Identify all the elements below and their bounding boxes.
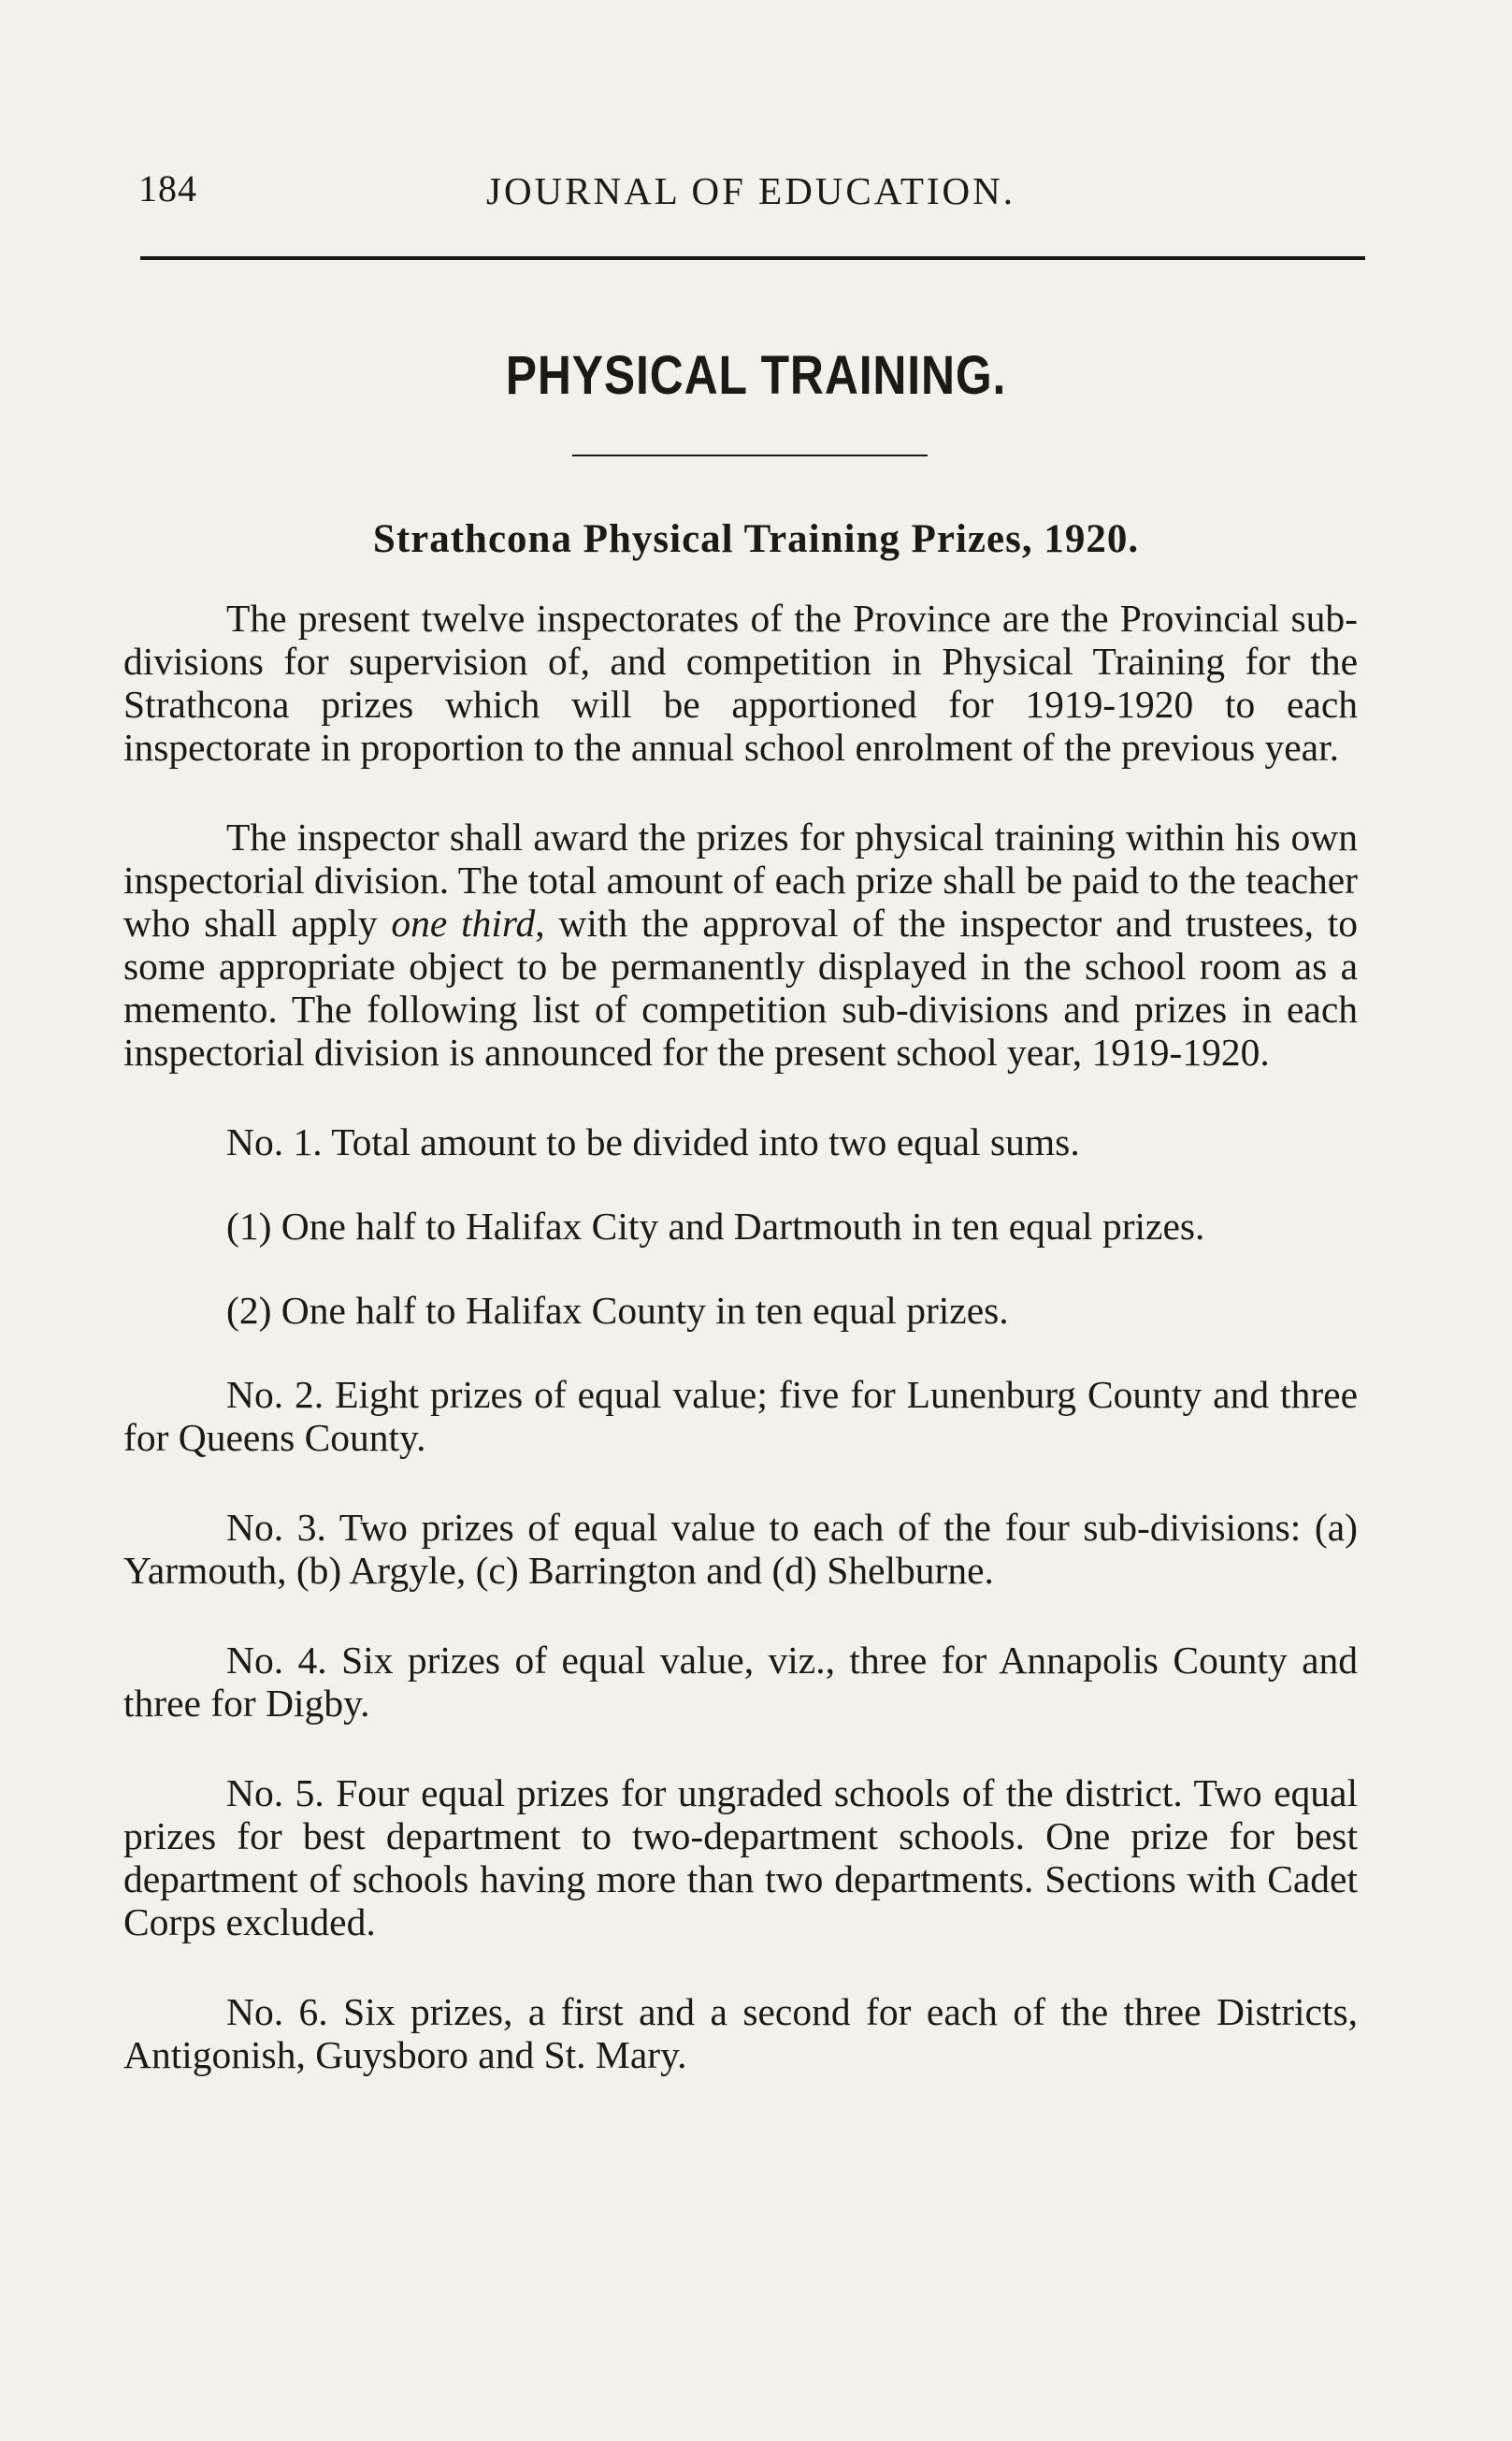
paragraph-inspectorates: The present twelve inspectorates of the Province are the Provincial sub-divisions for supervision of, and competition in Physical Training for the Strathcona prizes which will be apportioned for 1919-1920 to each inspectorate in proportion to the annual school enrolment of the previous year. [123,597,1358,769]
page-header [138,166,1363,223]
paragraph-award-emphasis: one third [391,902,536,945]
prize-item-no1: No. 1. Total amount to be divided into two equal sums. [226,1120,1080,1163]
title-divider [572,455,928,456]
prize-item-no4: No. 4. Six prizes of equal value, viz., three for Annapolis County and three for Digby. [123,1639,1358,1725]
prize-item-no1-part1: (1) One half to Halifax City and Dartmouth in ten equal prizes. [226,1205,1205,1248]
prize-item-no3: No. 3. Two prizes of equal value to each of the four sub-divisions: (a) Yarmouth, (b) Argyle, (c) Barrington and (d) Shelburne. [123,1506,1358,1592]
prize-item-no6: No. 6. Six prizes, a first and a second for each of the three Districts, Antigonish, Guysboro and St. Mary. [123,1990,1358,2076]
prize-item-no2: No. 2. Eight prizes of equal value; five for Lunenburg County and three for Queens County. [123,1373,1358,1459]
prize-item-no1-part2: (2) One half to Halifax County in ten equal prizes. [226,1289,1009,1332]
paragraph-award [123,816,1358,1074]
prize-item-no5: No. 5. Four equal prizes for ungraded schools of the district. Two equal prizes for best department to two-department schools. One prize for best department of schools having more than two departments. Sections with Cadet Corps excluded. [123,1771,1358,1943]
header-rule [140,256,1365,260]
section-subtitle: Strathcona Physical Training Prizes, 1920. [372,517,1140,561]
paragraph-award-text-1: The inspector shall award the prizes for physical training within his own inspectorial division. The total amount of each prize shall be paid to the teacher who shall apply [123,816,1358,945]
journal-title: JOURNAL OF EDUCATION. [485,169,1015,212]
article-body [123,597,1358,2076]
section-title: PHYSICAL TRAINING. [505,345,1007,406]
paragraph-award-text-2: , with the approval of the inspector and trustees, to some appropriate object to be permanently displayed in the school room as a memento. The following list of competition sub-divisions and prizes in each inspectorial division is announced for the present school year, 1919-1920. [123,902,1358,1074]
page-number: 184 [138,167,197,209]
